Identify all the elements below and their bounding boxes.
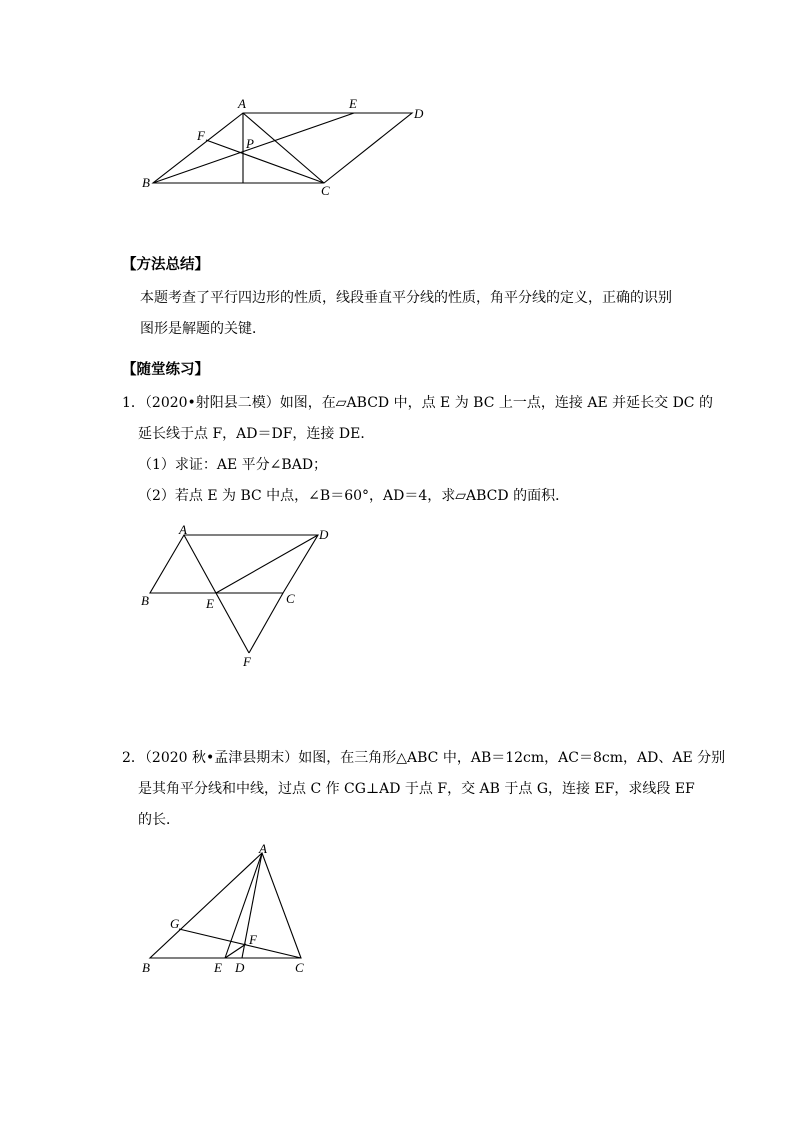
label-c: C bbox=[295, 960, 304, 975]
text-line: 2．（2020 秋•孟津县期末）如图，在三角形△ABC 中，AB＝12cm，AC＝8cm，AD、AE 分别 bbox=[122, 750, 726, 766]
method-summary-heading: 【方法总结】 bbox=[122, 257, 209, 273]
label-b: B bbox=[141, 593, 149, 608]
segment-af bbox=[184, 535, 249, 653]
label-a: A bbox=[179, 522, 187, 537]
label-e: E bbox=[214, 960, 222, 975]
label-f: F bbox=[197, 128, 205, 143]
parallelogram-abcd bbox=[150, 535, 318, 593]
text-line: 图形是解题的关键． bbox=[140, 321, 266, 337]
label-e: E bbox=[206, 596, 214, 611]
segment-fc bbox=[206, 140, 324, 183]
triangle-abc bbox=[150, 853, 301, 958]
text-line: 是其角平分线和中线，过点 C 作 CG⊥AD 于点 F，交 AB 于点 G，连接 EF，求线段 EF bbox=[138, 781, 695, 797]
segment-de bbox=[216, 535, 318, 593]
label-p: P bbox=[246, 136, 254, 151]
figure-triangle-abc bbox=[135, 838, 315, 978]
text-line: 1．（2020•射阳县二模）如图，在▱ABCD 中，点 E 为 BC 上一点，连接 AE 并延长交 DC 的 bbox=[122, 395, 713, 411]
text-line: 本题考查了平行四边形的性质，线段垂直平分线的性质，角平分线的定义，正确的识别 bbox=[140, 290, 672, 306]
parallelogram-abcd bbox=[153, 113, 412, 183]
text-line: 的长． bbox=[138, 812, 180, 828]
text-line: （1）求证：AE 平分∠BAD； bbox=[138, 457, 328, 473]
figure-parallelogram-p bbox=[130, 95, 440, 205]
label-e: E bbox=[349, 96, 357, 111]
segment-cg bbox=[179, 929, 301, 958]
label-c: C bbox=[286, 591, 295, 606]
text-line: （2）若点 E 为 BC 中点，∠B＝60°，AD＝4，求▱ABCD 的面积． bbox=[138, 488, 570, 504]
question-1 bbox=[122, 388, 713, 512]
label-b: B bbox=[142, 960, 150, 975]
segment-fc-extension bbox=[249, 593, 283, 653]
label-d: D bbox=[235, 960, 245, 975]
label-f: F bbox=[243, 654, 251, 669]
label-b: B bbox=[142, 175, 150, 190]
label-f: F bbox=[249, 932, 257, 947]
text-line: 延长线于点 F，AD＝DF，连接 DE． bbox=[138, 426, 375, 442]
question-2 bbox=[122, 743, 725, 836]
label-d: D bbox=[414, 106, 424, 121]
label-c: C bbox=[321, 183, 330, 198]
figure-parallelogram-f bbox=[135, 520, 335, 675]
label-a: A bbox=[238, 96, 246, 111]
label-a: A bbox=[259, 841, 267, 856]
label-d: D bbox=[319, 527, 329, 542]
practice-heading: 【随堂练习】 bbox=[122, 362, 209, 378]
label-g: G bbox=[170, 916, 180, 931]
method-summary-text bbox=[140, 283, 672, 345]
